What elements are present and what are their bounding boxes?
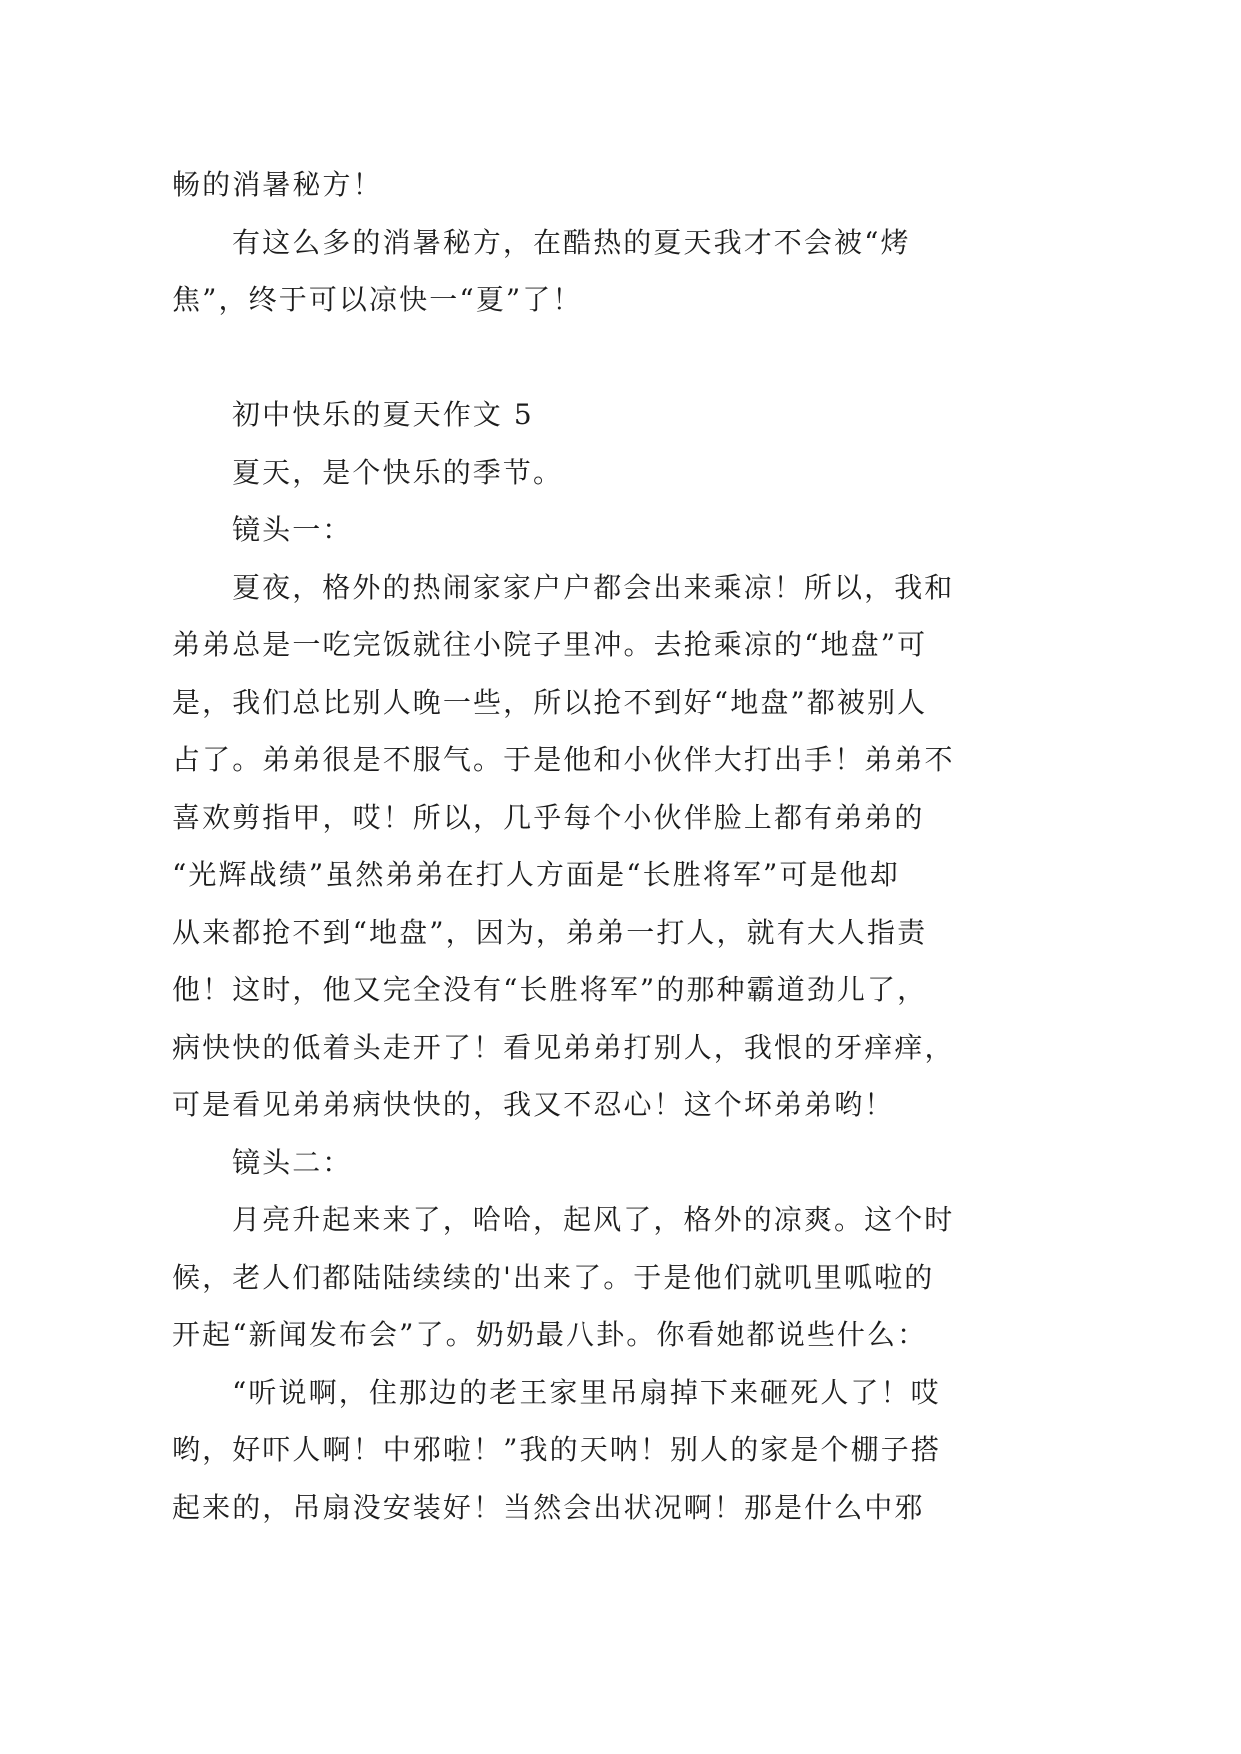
text-line: 有这么多的消暑秘方，在酷热的夏天我才不会被“烤 <box>232 225 911 259</box>
paragraph <box>172 559 992 1134</box>
text-line: 月亮升起来来了，哈哈，起风了，格外的凉爽。这个时 <box>232 1203 955 1236</box>
paragraph <box>172 214 992 329</box>
text-line: 开起“新闻发布会”了。奶奶最八卦。你看她都说些什么： <box>172 1318 928 1351</box>
text-line: 弟弟总是一吃完饭就往小院子里冲。去抢乘凉的“地盘”可 <box>172 628 928 661</box>
text-line: “听说啊，住那边的老王家里吊扇掉下来砸死人了！哎 <box>232 1375 941 1409</box>
text-line: “光辉战绩”虽然弟弟在打人方面是“长胜将军”可是他却 <box>172 858 900 891</box>
blank-line <box>172 329 992 387</box>
text-line: 从来都抢不到“地盘”，因为，弟弟一打人，就有大人指责 <box>172 915 928 949</box>
paragraph <box>172 444 992 502</box>
continued-text-line: 畅的消暑秘方！ <box>172 168 383 201</box>
text-line: 夏夜，格外的热闹家家户户都会出来乘凉！所以，我和 <box>232 570 955 604</box>
essay-title: 初中快乐的夏天作文 5 <box>232 398 534 431</box>
text-line: 喜欢剪指甲，哎！所以，几乎每个小伙伴脸上都有弟弟的 <box>172 800 925 834</box>
section-heading <box>172 1134 992 1192</box>
text-line: 他！这时，他又完全没有“长胜将军”的那种霸道劲儿了， <box>172 973 928 1006</box>
text-line: 夏天，是个快乐的季节。 <box>232 455 564 489</box>
paragraph <box>172 1191 992 1364</box>
text-line: 是，我们总比别人晚一些，所以抢不到好“地盘”都被别人 <box>172 685 928 719</box>
text-line: 哟，好吓人啊！中邪啦！”我的天呐！别人的家是个棚子搭 <box>172 1433 941 1466</box>
text-line: 候，老人们都陆陆续续的'出来了。于是他们就叽里呱啦的 <box>172 1260 935 1294</box>
text-line: 起来的，吊扇没安装好！当然会出状况啊！那是什么中邪 <box>172 1490 925 1524</box>
text-line: 可是看见弟弟病快快的，我又不忍心！这个坏弟弟哟！ <box>172 1088 895 1121</box>
text-line: 镜头一： <box>232 513 353 546</box>
text-line: 病快快的低着头走开了！看见弟弟打别人，我恨的牙痒痒， <box>172 1030 955 1064</box>
text-line: 镜头二： <box>232 1145 353 1179</box>
text-line: 占了。弟弟很是不服气。于是他和小伙伴大打出手！弟弟不 <box>172 743 955 776</box>
document-page <box>172 156 992 1536</box>
section-heading <box>172 501 992 559</box>
paragraph <box>172 1364 992 1537</box>
text-line: 焦”，终于可以凉快一“夏”了！ <box>172 283 583 316</box>
